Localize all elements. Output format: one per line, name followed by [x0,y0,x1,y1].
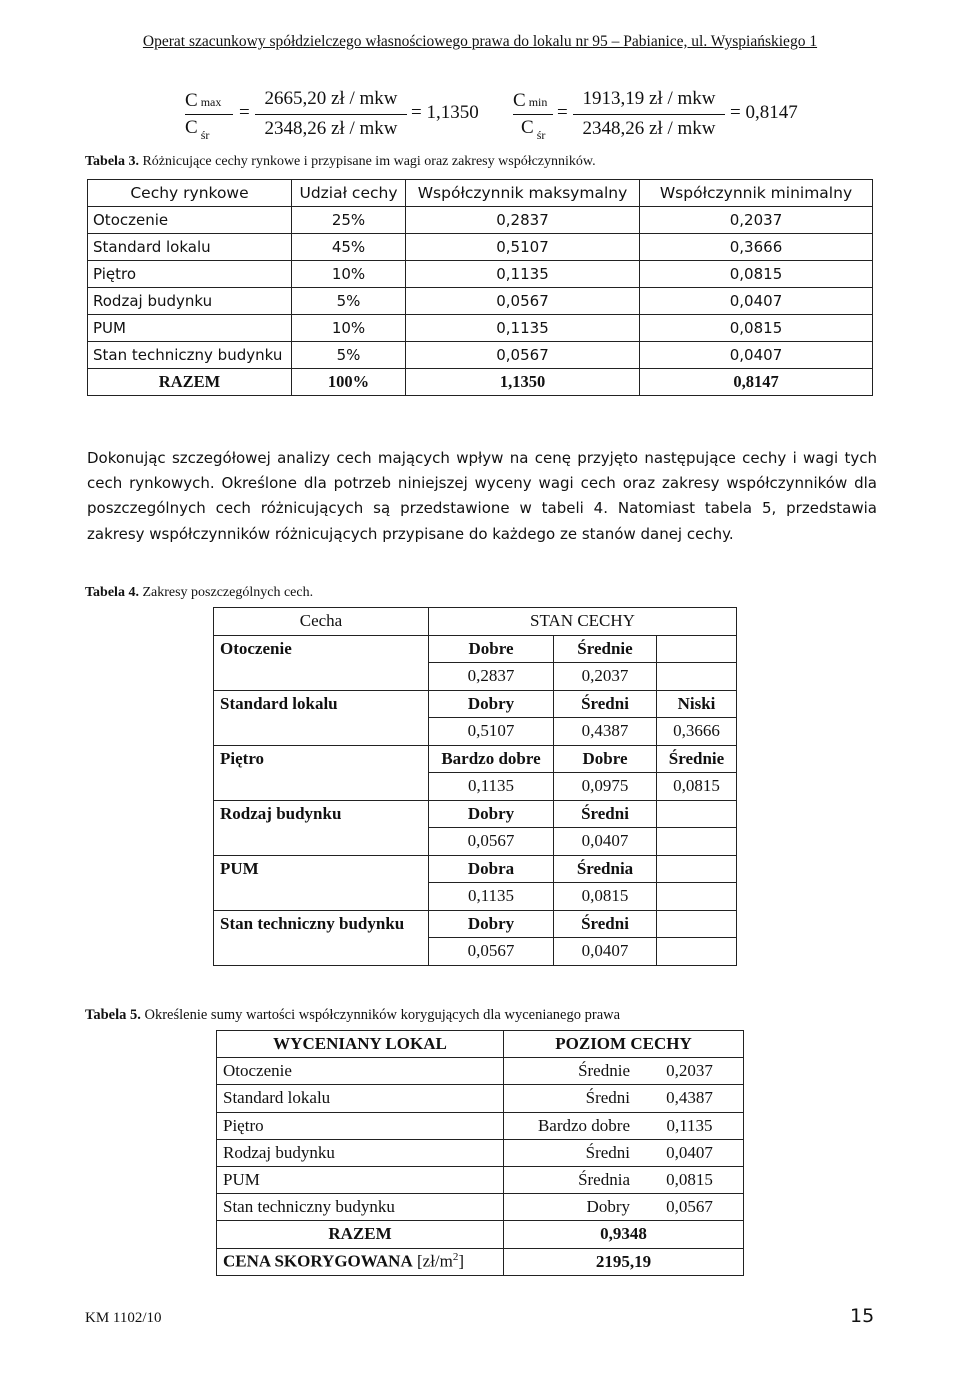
table3-caption-text: Różnicujące cechy rynkowe i przypisane im wagi oraz zakresy współczynników. [138,154,596,169]
table-cell: 0,0407 [640,288,873,315]
state-label [657,635,737,663]
table-cell: Rodzaj budynku [217,1139,504,1166]
table-cell: Średni [504,1139,637,1166]
formula-min-c-bottom: C [521,117,534,138]
table-cell: Otoczenie [217,1058,504,1085]
table-row [88,207,873,234]
table-cell: Rodzaj budynku [88,288,292,315]
formula-min-eq: = [557,102,568,123]
table-cell: Piętro [88,261,292,288]
table-cell: 0,1135 [406,315,640,342]
table-cell: 0,2037 [636,1058,744,1085]
table-row [217,1112,744,1139]
state-value: 0,0567 [429,938,554,966]
formula-max [185,86,495,142]
state-value [657,828,737,856]
table-row [88,342,873,369]
table-cell: Dobry [504,1194,637,1221]
state-label: Średni [554,910,657,938]
table-cell: 45% [292,234,406,261]
state-label: Średni [554,690,657,718]
price-unit-sup: 2 [452,1251,459,1264]
table-cell: 10% [292,261,406,288]
page-header: Operat szacunkowy spółdzielczego własnościowego prawa do lokalu nr 95 – Pabianice, ul. Wyspiańskiego 1 [142,33,818,50]
table-cell: 1,1350 [406,369,640,396]
formula-max-c-top: C [185,90,198,111]
table4-caption-label: Tabela 4. [85,585,139,600]
table-cell: 0,2837 [406,207,640,234]
state-value [657,663,737,691]
state-value: 0,5107 [429,718,554,746]
formula-max-denominator: 2348,26 zł / mkw [264,118,398,139]
footer-document-code: KM 1102/10 [85,1310,162,1326]
table-cell: RAZEM [88,369,292,396]
table-cell: 0,0567 [406,342,640,369]
table5-caption-text: Określenie sumy wartości współczynników korygujących dla wycenianego prawa [140,1007,621,1023]
table-cell: 0,0815 [636,1166,744,1193]
column-header: STAN CECHY [429,608,737,636]
table-row [217,1166,744,1193]
state-label: Średnia [554,855,657,883]
table-row [217,1139,744,1166]
state-label [657,855,737,883]
formula-min-numerator: 1913,19 zł / mkw [582,88,716,109]
total-label-text: RAZEM [328,1224,392,1244]
table-cell: Bardzo dobre [504,1112,637,1139]
column-header: Cechy rynkowe [88,180,292,207]
state-label: Niski [657,690,737,718]
table-cell: Średni [504,1085,637,1112]
table-row [88,234,873,261]
table-cell: Piętro [217,1112,504,1139]
table-row [214,690,737,718]
table-valuation-summary [216,1030,744,1276]
state-label: Dobre [554,745,657,773]
state-value: 0,0407 [554,828,657,856]
table-cell: 100% [292,369,406,396]
state-label: Średnie [657,745,737,773]
table-cell: 0,1135 [636,1112,744,1139]
formula-max-result: = 1,1350 [411,102,479,123]
formula-max-sub-top: max [200,95,222,109]
state-value: 0,1135 [429,773,554,801]
state-label [657,800,737,828]
column-header [504,1031,744,1058]
table-cell: Standard lokalu [217,1085,504,1112]
table-cell: 5% [292,288,406,315]
formula-max-sub-bottom: śr [200,128,210,142]
table-feature-ranges [213,607,737,966]
table5-caption [85,1007,620,1024]
formula-max-numerator: 2665,20 zł / mkw [264,88,398,109]
table-header-row [88,180,873,207]
table-cell: PUM [217,1166,504,1193]
formula-min-sub-top: min [528,95,548,109]
table-row [88,288,873,315]
table-cell: 0,1135 [406,261,640,288]
total-label [217,1221,504,1248]
state-value: 0,3666 [657,718,737,746]
table-market-features [87,179,873,396]
feature-name: Otoczenie [214,635,429,690]
state-value: 0,0567 [429,828,554,856]
formula-min-sub-bottom: śr [536,128,546,142]
state-label: Średni [554,800,657,828]
table3-caption-label: Tabela 3. [85,154,139,169]
state-value: 0,2037 [554,663,657,691]
column-header: Cecha [214,608,429,636]
state-value [657,938,737,966]
state-label [657,910,737,938]
feature-name: Standard lokalu [214,690,429,745]
formula-max-eq: = [239,102,250,123]
table-row [214,800,737,828]
table4-caption [85,585,313,601]
table-cell: PUM [88,315,292,342]
state-value: 0,2837 [429,663,554,691]
table-row [214,635,737,663]
table-cell: 10% [292,315,406,342]
feature-name: Rodzaj budynku [214,800,429,855]
table-total-row [217,1221,744,1248]
state-label: Dobre [429,635,554,663]
state-label: Dobry [429,910,554,938]
state-value: 0,0815 [554,883,657,911]
total-value-text: 0,9348 [600,1224,647,1244]
state-value: 0,1135 [429,883,554,911]
table3-caption [85,154,596,170]
state-value [657,883,737,911]
table-cell: Standard lokalu [88,234,292,261]
table-price-row [217,1248,744,1275]
table-row [217,1085,744,1112]
formula-min-c-top: C [513,90,526,111]
state-value: 0,0407 [554,938,657,966]
formula-min-result: = 0,8147 [730,102,798,123]
price-value-text: 2195,19 [595,1251,652,1271]
table-cell: 5% [292,342,406,369]
table-header-row [217,1031,744,1058]
table-row [214,910,737,938]
table-row [88,261,873,288]
table-cell: 0,0567 [636,1194,744,1221]
table-row [217,1058,744,1085]
state-label: Dobra [429,855,554,883]
table-row [214,745,737,773]
table-cell: 0,8147 [640,369,873,396]
price-label-text: CENA SKORYGOWANA [223,1251,413,1271]
table-cell: 25% [292,207,406,234]
table-cell: Stan techniczny budynku [88,342,292,369]
state-label: Dobry [429,690,554,718]
state-value: 0,4387 [554,718,657,746]
table-row [88,315,873,342]
state-label: Średnie [554,635,657,663]
table-cell: 0,0815 [640,261,873,288]
table-cell: 0,3666 [640,234,873,261]
table-header-row [214,608,737,636]
feature-name: Piętro [214,745,429,800]
column-header: Współczynnik maksymalny [406,180,640,207]
table-cell: 0,2037 [640,207,873,234]
table-cell: Średnie [504,1058,637,1085]
state-value: 0,0975 [554,773,657,801]
table-cell: 0,0567 [406,288,640,315]
state-value: 0,0815 [657,773,737,801]
table-cell: 0,5107 [406,234,640,261]
table-cell: Otoczenie [88,207,292,234]
column-header: Udział cechy [292,180,406,207]
table-cell: Średnia [504,1166,637,1193]
footer-page-number: 15 [850,1305,875,1327]
formula-min [513,86,803,142]
price-unit-post: ] [458,1251,465,1271]
table-cell: 0,4387 [636,1085,744,1112]
table-total-row [88,369,873,396]
column-header: Współczynnik minimalny [640,180,873,207]
formula-max-c-bottom: C [185,117,198,138]
table-cell: 0,0407 [640,342,873,369]
column-header [217,1031,504,1058]
table5-caption-label: Tabela 5. [85,1007,141,1023]
table-row [217,1194,744,1221]
table-row [214,855,737,883]
price-label [217,1248,504,1275]
state-label: Bardzo dobre [429,745,554,773]
feature-name: Stan techniczny budynku [214,910,429,965]
body-paragraph: Dokonując szczegółowej analizy cech mających wpływ na cenę przyjęto następujące cechy i wagi tych cech rynkowych. Określone dla potrzeb niniejszej wyceny wagi cech oraz zakresy współczynników dla poszczególnych cech różnicujących są przedstawione w tabeli 4. Natomiast tabela 5, przedstawia zakresy współczynników różnicujących przypisane do każdego ze stanów danej cechy. [87,449,877,543]
total-value [504,1221,744,1248]
table4-caption-text: Zakresy poszczególnych cech. [138,585,314,600]
table-cell: 0,0815 [640,315,873,342]
price-value [504,1248,744,1275]
table-cell: 0,0407 [636,1139,744,1166]
header-left-label: WYCENIANY LOKAL [273,1034,447,1054]
formula-min-denominator: 2348,26 zł / mkw [582,118,716,139]
state-label: Dobry [429,800,554,828]
price-unit-pre: [zł/m [412,1251,453,1271]
header-right-label: POZIOM CECHY [555,1034,692,1054]
feature-name: PUM [214,855,429,910]
table-cell: Stan techniczny budynku [217,1194,504,1221]
